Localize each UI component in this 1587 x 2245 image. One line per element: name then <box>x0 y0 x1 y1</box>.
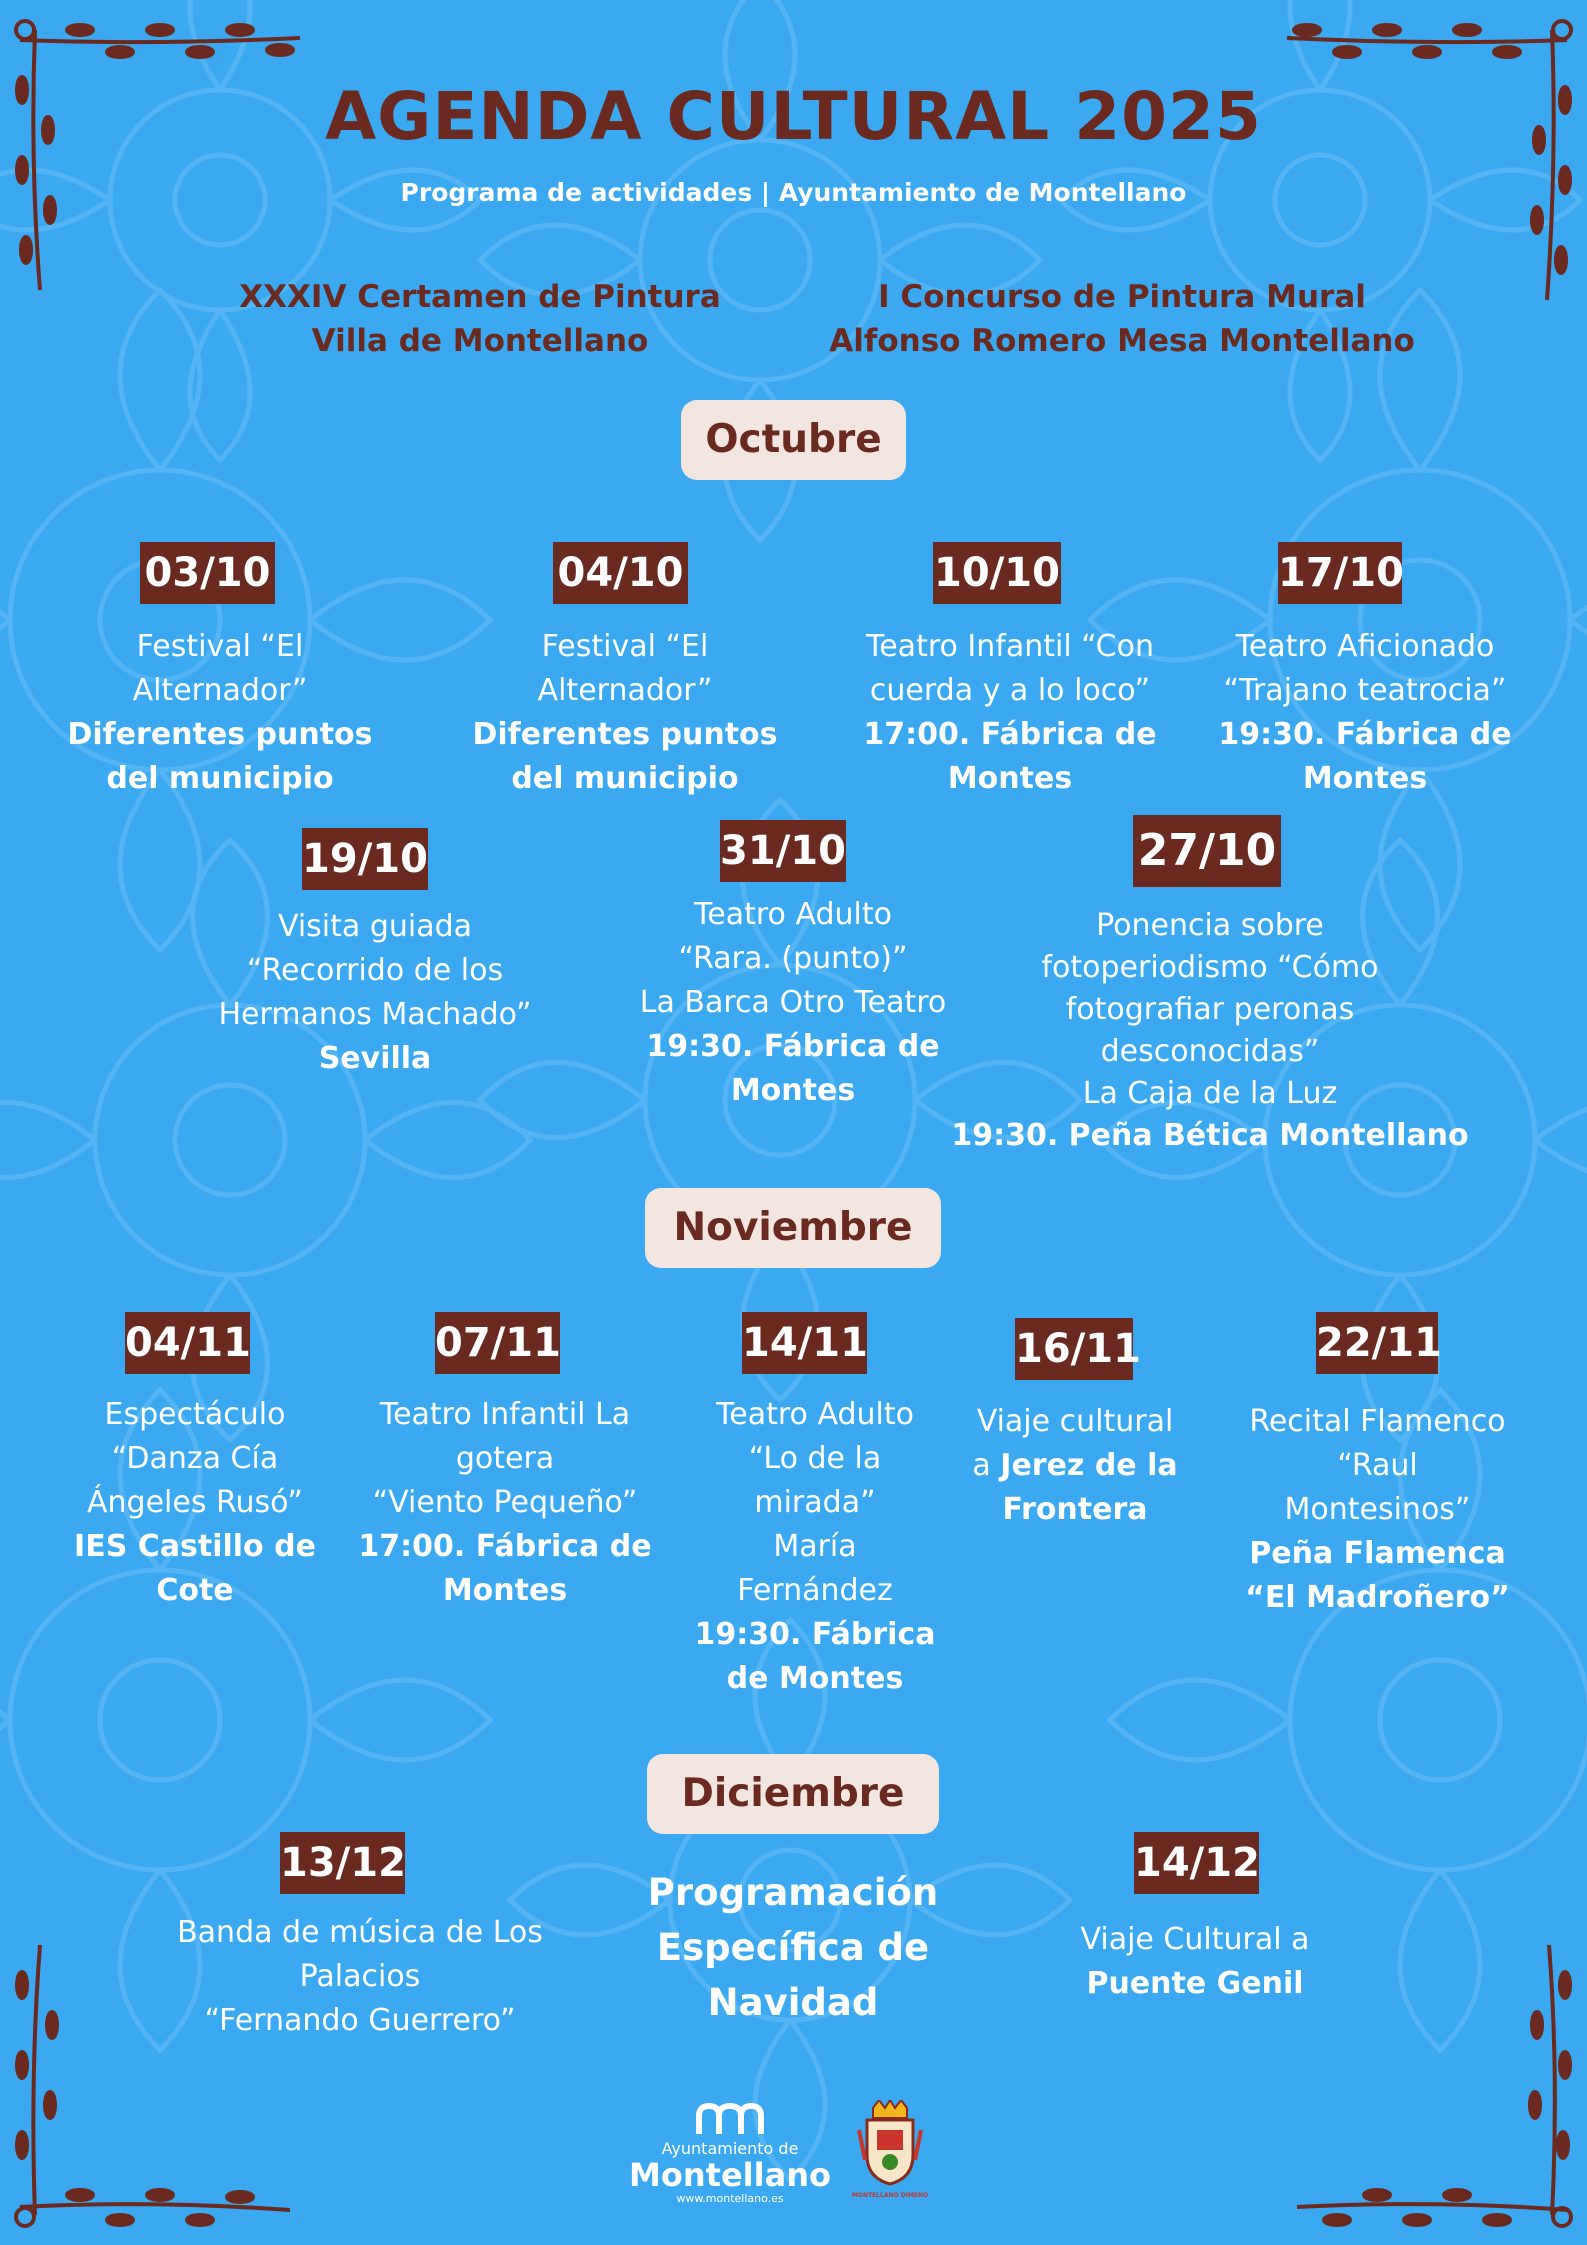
event-date-31-10: 31/10 <box>720 820 846 882</box>
event-04-11 <box>30 1393 360 1613</box>
event-title-line <box>950 1444 1200 1488</box>
event-title-line: La Barca Otro Teatro <box>639 985 947 1020</box>
event-title-line: “Fernando Guerrero” <box>204 2003 516 2038</box>
event-location-line: 19:30. Fábrica <box>694 1617 936 1652</box>
event-location-line: Montes <box>730 1073 856 1108</box>
crest-caption: MONTELLANO DIMENO <box>851 2192 929 2199</box>
event-title-line: Viaje Cultural a <box>1080 1922 1310 1957</box>
event-title-line: Banda de música de Los <box>177 1915 543 1950</box>
event-title-prefix: a <box>972 1448 1001 1483</box>
month-heading-november: Noviembre <box>645 1188 941 1268</box>
contest-painting-line1: XXXIV Certamen de Pintura <box>239 279 721 315</box>
event-title-line: Alternador” <box>132 673 308 708</box>
event-location-line: 17:00. Fábrica de <box>863 717 1157 752</box>
event-title-line: Teatro Aficionado <box>1235 629 1495 664</box>
event-04-10 <box>445 625 805 801</box>
event-title-line: “Lo de la <box>748 1441 882 1476</box>
christmas-programming-line: Programación <box>647 1871 939 1914</box>
town-crest <box>850 2100 930 2199</box>
logo-small-text: Ayuntamiento de <box>661 2139 799 2158</box>
event-location-line: de Montes <box>726 1661 904 1696</box>
corner-vine-ornament-top-right <box>1267 0 1587 320</box>
month-heading-december: Diciembre <box>647 1754 939 1834</box>
event-title-line: Fernández <box>737 1573 893 1608</box>
event-location-line: Montes <box>947 761 1073 796</box>
event-title-line: Alternador” <box>537 673 713 708</box>
event-03-10 <box>40 625 400 801</box>
event-location-line: Montes <box>442 1573 568 1608</box>
event-title-line: Recital Flamenco <box>1249 1404 1506 1439</box>
event-31-10 <box>593 893 993 1113</box>
event-location-line: Diferentes puntos <box>67 717 373 752</box>
event-title-line: fotografiar peronas <box>1065 992 1355 1027</box>
logo-town-name: Montellano <box>629 2156 831 2194</box>
contest-painting <box>170 275 790 363</box>
event-17-10 <box>1185 625 1545 801</box>
contest-mural-line1: I Concurso de Pintura Mural <box>878 279 1366 315</box>
event-14-11 <box>675 1393 955 1701</box>
event-location-line: 19:30. Peña Bética Montellano <box>951 1118 1469 1153</box>
event-date-22-11: 22/11 <box>1316 1312 1438 1374</box>
crest-icon <box>855 2100 925 2188</box>
event-destination: Jerez de la <box>1000 1448 1178 1483</box>
contest-mural <box>812 275 1432 363</box>
event-title-line: Festival “El <box>136 629 304 664</box>
event-location-line: del municipio <box>511 761 739 796</box>
event-title-line: Teatro Adulto <box>694 897 892 932</box>
event-19-10 <box>180 905 570 1081</box>
event-date-16-11: 16/11 <box>1015 1318 1133 1380</box>
event-title-line: “Raul <box>1337 1448 1418 1483</box>
event-27-10 <box>950 905 1470 1157</box>
event-title-line: “Trajano teatrocia” <box>1223 673 1507 708</box>
town-hall-logo <box>620 2102 840 2206</box>
event-title-line: Hermanos Machado” <box>218 997 532 1032</box>
event-location-line: del municipio <box>106 761 334 796</box>
event-22-11 <box>1205 1400 1550 1620</box>
event-date-19-10: 19/10 <box>302 828 428 890</box>
event-title-line: “Recorrido de los <box>246 953 504 988</box>
event-title-line: cuerda y a lo loco” <box>869 673 1151 708</box>
contest-mural-line2: Alfonso Romero Mesa Montellano <box>829 323 1415 359</box>
event-title-line: fotoperiodismo “Cómo <box>1041 950 1379 985</box>
contest-painting-line2: Villa de Montellano <box>311 323 649 359</box>
event-date-13-12: 13/12 <box>280 1832 405 1894</box>
event-location-line: Puente Genil <box>1086 1966 1304 2001</box>
event-location-line: 17:00. Fábrica de <box>358 1529 652 1564</box>
event-14-12 <box>1020 1918 1370 2006</box>
event-title-line: Ángeles Rusó” <box>87 1485 303 1520</box>
event-date-14-11: 14/11 <box>742 1312 867 1374</box>
event-title-line: mirada” <box>754 1485 876 1520</box>
event-title-line: María <box>773 1529 857 1564</box>
event-title-line: Teatro Infantil “Con <box>866 629 1154 664</box>
christmas-programming-line: Navidad <box>707 1981 879 2024</box>
arches-icon <box>695 2102 765 2136</box>
event-date-04-11: 04/11 <box>125 1312 250 1374</box>
event-date-03-10: 03/10 <box>140 542 275 604</box>
event-location-line: Peña Flamenca <box>1249 1536 1506 1571</box>
event-07-11 <box>340 1393 670 1613</box>
corner-vine-ornament-top-left <box>0 0 320 320</box>
event-title-line: Montesinos” <box>1284 1492 1471 1527</box>
event-title-line: gotera <box>455 1441 555 1476</box>
event-title-line: Teatro Infantil La <box>379 1397 631 1432</box>
event-location-line: Sevilla <box>318 1041 432 1076</box>
event-title-line: Ponencia sobre <box>1096 908 1324 943</box>
event-title-line: Visita guiada <box>277 909 473 944</box>
event-title-line: “Viento Pequeño” <box>372 1485 638 1520</box>
event-location-line: Cote <box>156 1573 234 1608</box>
event-date-07-11: 07/11 <box>435 1312 560 1374</box>
event-date-27-10: 27/10 <box>1133 815 1281 887</box>
event-location-line: 19:30. Fábrica de <box>1218 717 1512 752</box>
event-16-11 <box>950 1400 1200 1532</box>
event-destination-line: Frontera <box>1002 1492 1148 1527</box>
logo-url: www.montellano.es <box>676 2192 784 2205</box>
event-date-04-10: 04/10 <box>553 542 688 604</box>
event-location-line: IES Castillo de <box>74 1529 316 1564</box>
event-location-line: Montes <box>1302 761 1428 796</box>
event-title-line: desconocidas” <box>1100 1034 1320 1069</box>
month-heading-october: Octubre <box>681 400 906 480</box>
event-location-line: Diferentes puntos <box>472 717 778 752</box>
page-subtitle: Programa de actividades | Ayuntamiento de Montellano <box>400 178 1187 207</box>
christmas-programming-line: Específica de <box>656 1926 930 1969</box>
event-10-10 <box>830 625 1190 801</box>
event-title-line: La Caja de la Luz <box>1082 1076 1338 1111</box>
event-date-17-10: 17/10 <box>1278 542 1402 604</box>
event-date-14-12: 14/12 <box>1134 1832 1259 1894</box>
event-title-line: Palacios <box>299 1959 421 1994</box>
event-location-line: “El Madroñero” <box>1245 1580 1510 1615</box>
event-date-10-10: 10/10 <box>933 542 1061 604</box>
event-title-line: Viaje cultural <box>976 1404 1174 1439</box>
event-title-line: “Danza Cía <box>111 1441 279 1476</box>
event-title-line: Espectáculo <box>104 1397 286 1432</box>
christmas-programming <box>593 1865 993 2030</box>
event-title-line: Festival “El <box>541 629 709 664</box>
event-location-line: 19:30. Fábrica de <box>646 1029 940 1064</box>
event-13-12 <box>140 1911 580 2043</box>
event-title-line: “Rara. (punto)” <box>678 941 908 976</box>
event-title-line: Teatro Adulto <box>716 1397 914 1432</box>
page-title: AGENDA CULTURAL 2025 <box>325 78 1262 155</box>
